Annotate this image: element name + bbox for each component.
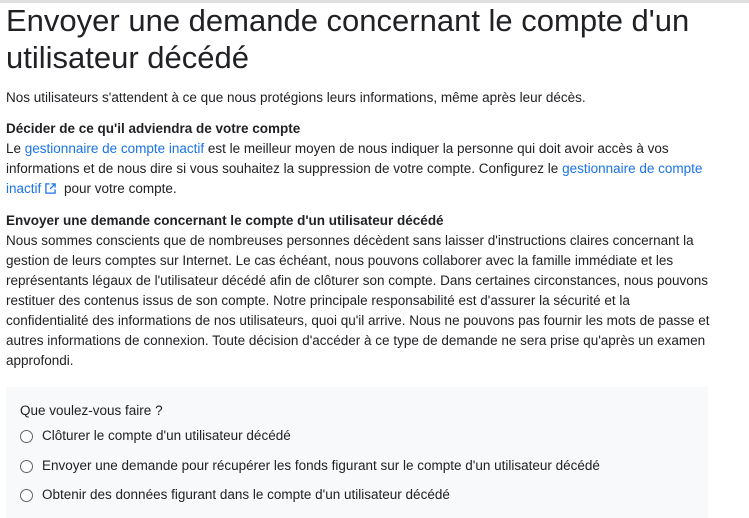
text-segment: est le meilleur moyen de nous indiquer la personne qui doit avoir accès à vos informations et de nous dire si vous souhaitez la suppression de votre compte. Configurez le — [6, 141, 669, 176]
option-label: Obtenir des données figurant dans le compte d'un utilisateur décédé — [42, 487, 450, 502]
section-body-inactive-account — [6, 139, 712, 200]
radio-button[interactable] — [20, 460, 33, 473]
text-segment: pour votre compte. — [60, 181, 177, 196]
article — [6, 2, 712, 371]
option-close-account[interactable] — [20, 427, 291, 445]
option-label: Clôturer le compte d'un utilisateur décédé — [42, 428, 291, 443]
option-obtain-data[interactable] — [20, 486, 450, 504]
inactive-account-manager-link[interactable]: gestionnaire de compte inactif — [24, 141, 205, 156]
page-title: Envoyer une demande concernant le compte d'un utilisateur décédé — [6, 3, 690, 75]
deceased-request-section — [6, 211, 712, 371]
option-recover-funds[interactable] — [20, 457, 600, 475]
link-text: gestionnaire de compte inactif — [6, 161, 703, 196]
option-label: Envoyer une demande pour récupérer les fonds figurant sur le compte d'un utilisateur décédé — [42, 458, 600, 473]
question-label: Que voulez-vous faire ? — [20, 403, 163, 418]
intro-text: Nos utilisateurs s'attendent à ce que nous protégions leurs informations, même après leur décès. — [6, 90, 586, 105]
external-link-icon — [45, 180, 56, 200]
text-segment: Le — [6, 141, 25, 156]
radio-button[interactable] — [20, 489, 33, 502]
inactive-account-section — [6, 119, 712, 200]
section-title-deceased-request: Envoyer une demande concernant le compte d'un utilisateur décédé — [6, 213, 444, 228]
section-body-deceased-request: Nous sommes conscients que de nombreuses personnes décèdent sans laisser d'instructions claires concernant la gestion de leurs comptes sur Internet. Le cas échéant, nous pouvons collaborer avec la famille immédiate et les représentants légaux de l'utilisateur décédé afin de clôturer son compte. Dans certaines circonstances, nous pouvons restituer des contenus issus de son compte. Notre principale responsabilité est d'assurer la sécurité et la confidentialité des informations de nos utilisateurs, quoi qu'il arrive. Nous ne pouvons pas fournir les mots de passe et autres informations de connexion. Toute décision d'accéder à ce type de demande ne sera prise qu'après un examen approfondi. — [6, 233, 710, 368]
section-title-inactive-account: Décider de ce qu'il adviendra de votre compte — [6, 121, 301, 136]
request-type-form — [6, 387, 708, 518]
radio-button[interactable] — [20, 430, 33, 443]
